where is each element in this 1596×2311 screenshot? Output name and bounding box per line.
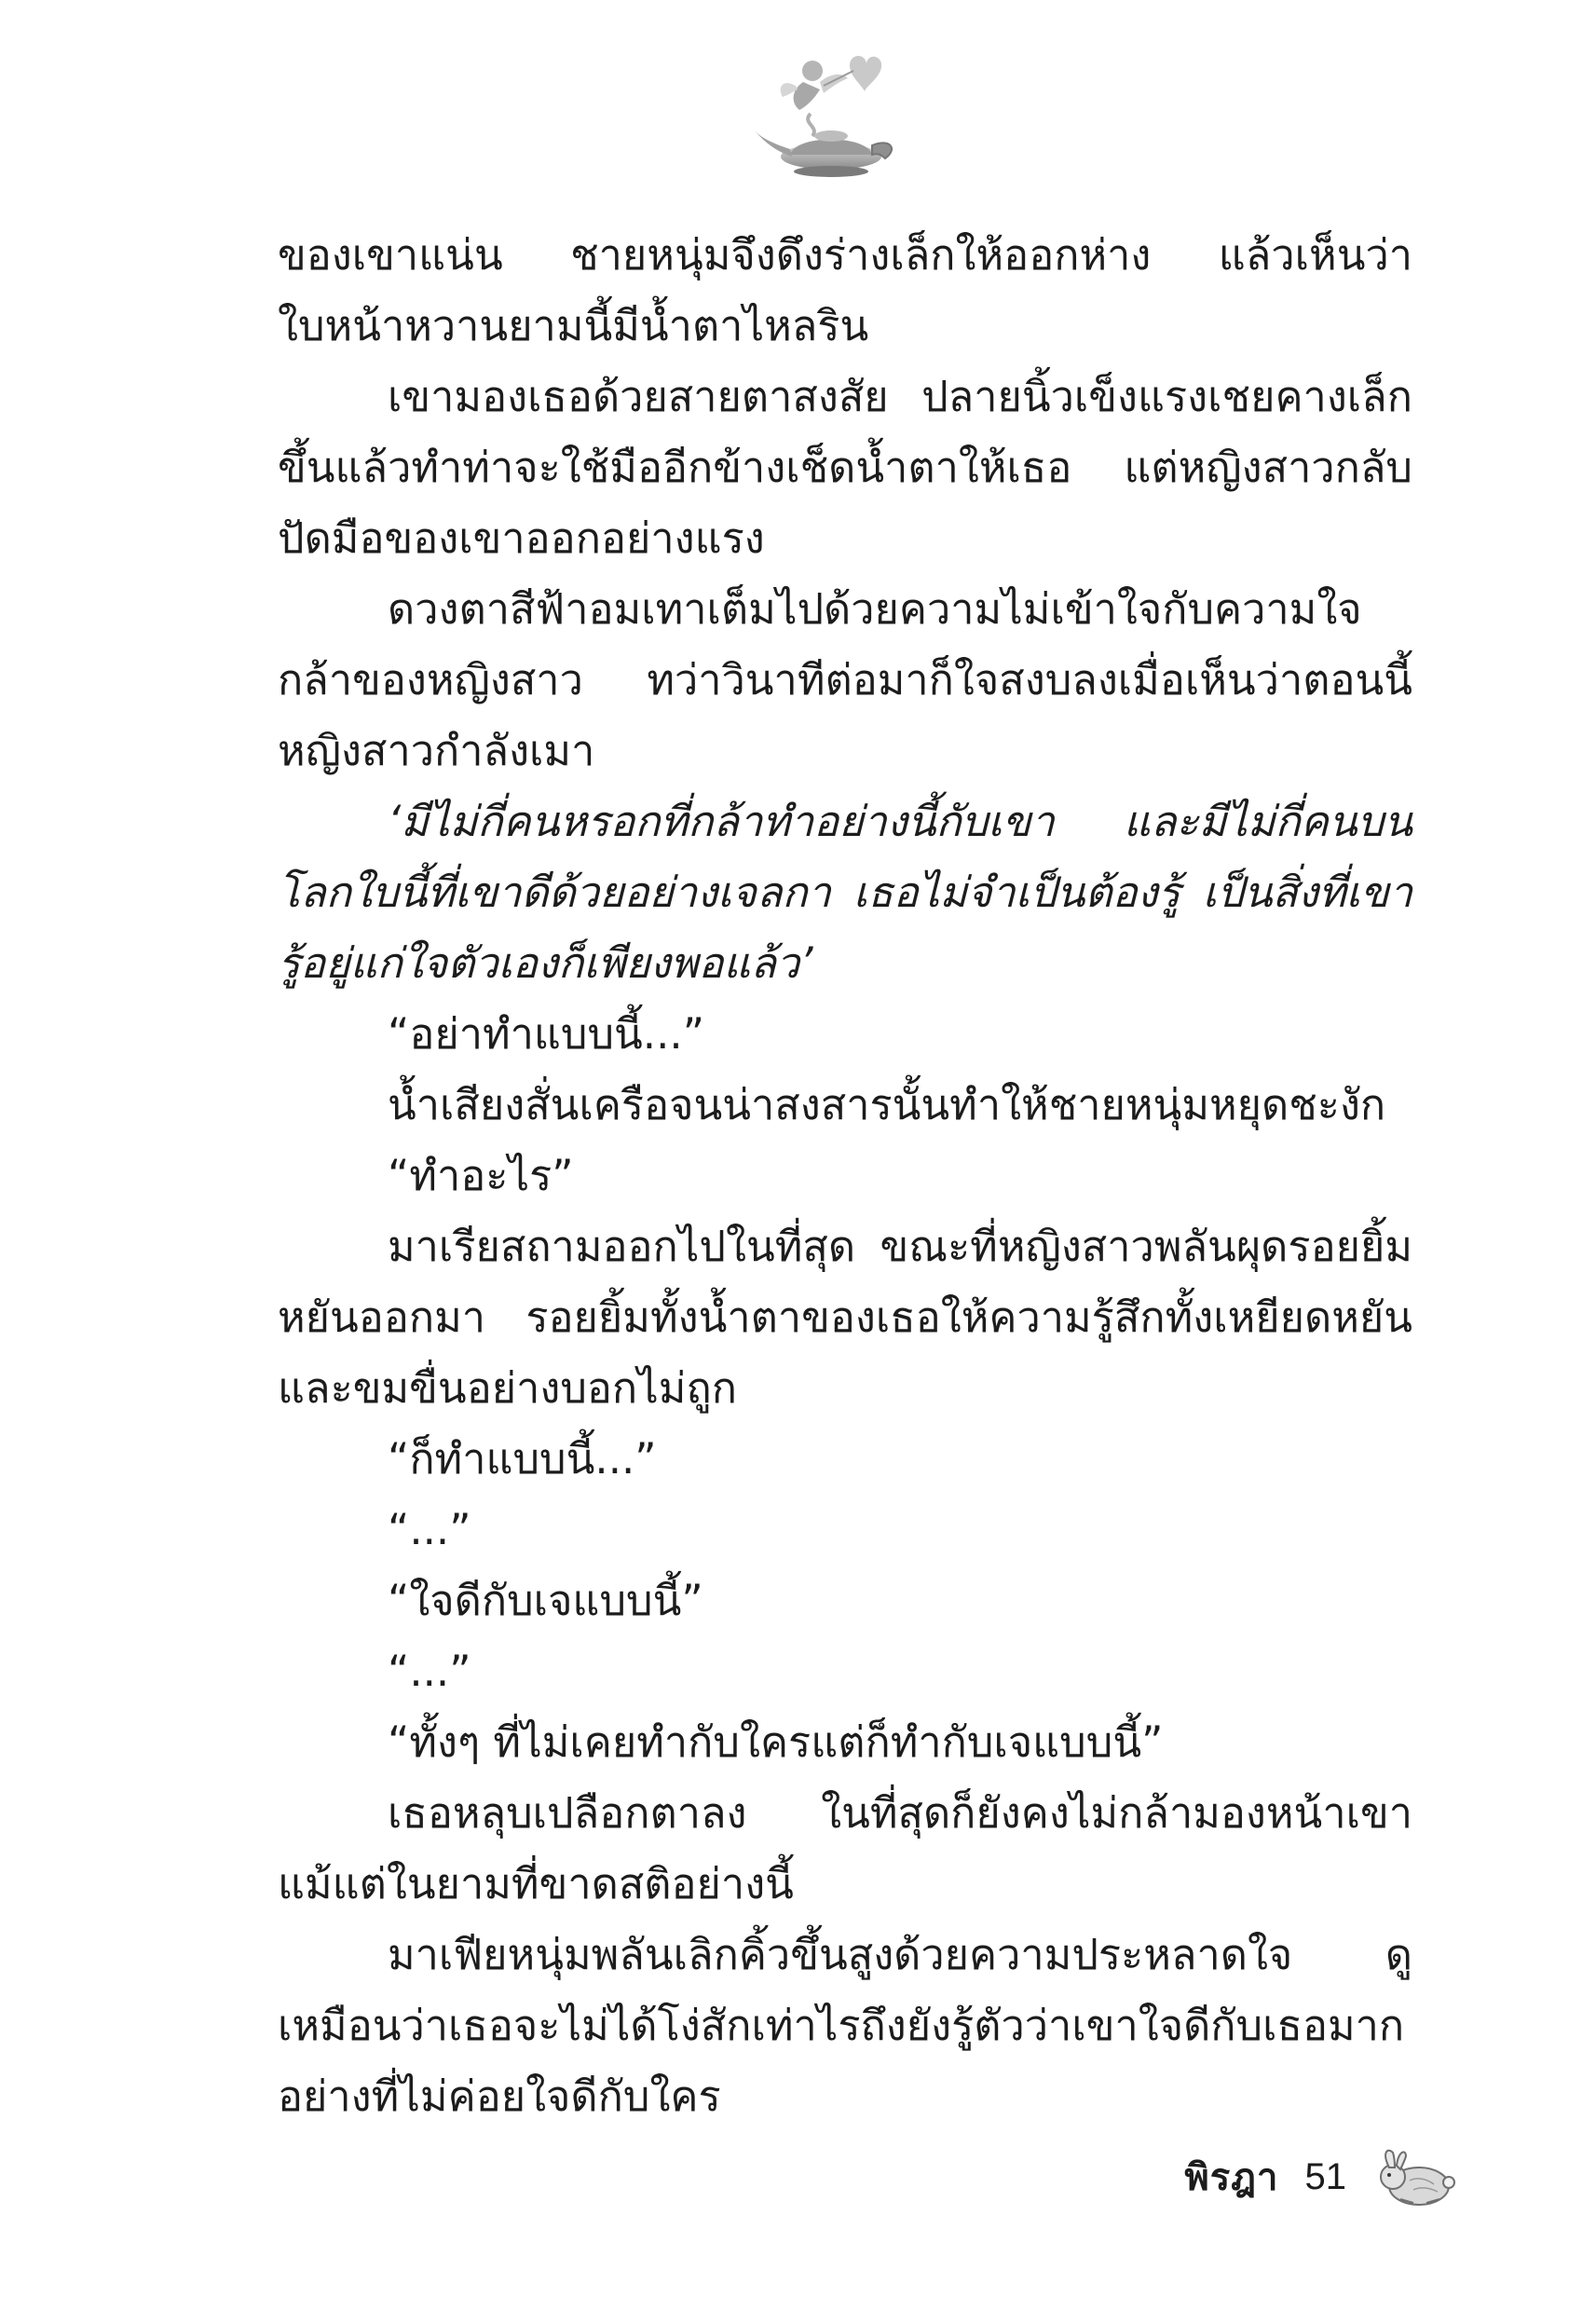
dialogue-line: “ก็ทำแบบนี้...” (388, 1434, 657, 1484)
dialogue-line: “ทั้งๆ ที่ไม่เคยทำกับใครแต่ก็ทำกับเจแบบนี้” (388, 1717, 1164, 1767)
paragraph: มาเฟียหนุ่มพลันเลิกคิ้วขึ้นสูงด้วยความประหลาดใจ ดูเหมือนว่าเธอจะไม่ได้โง่สักเท่าไรถึงยังรู้ตัวว่าเขาใจดีกับเธอมากอย่างที่ไม่ค่อยใจดีกับใคร (278, 1930, 1412, 2121)
paragraph: เขามองเธอด้วยสายตาสงสัย ปลายนิ้วเข็งแรงเชยคางเล็กขึ้นแล้วทำท่าจะใช้มืออีกข้างเช็ดน้ำตาให้เธอ แต่หญิงสาวกลับปัดมือของเขาออกอย่างแรง (278, 372, 1412, 563)
paragraph: ดวงตาสีฟ้าอมเทาเต็มไปด้วยความไม่เข้าใจกับความใจกล้าของหญิงสาว ทว่าวินาทีต่อมาก็ใจสงบลงเมื่อเห็นว่าตอนนี้หญิงสาวกำลังเมา (278, 584, 1412, 775)
paragraph: มาเรียสถามออกไปในที่สุด ขณะที่หญิงสาวพลันผุดรอยยิ้มหยันออกมา รอยยิ้มทั้งน้ำตาของเธอให้ความรู้สึกทั้งเหยียดหยันและขมขื่นอย่างบอกไม่ถูก (278, 1222, 1412, 1413)
rabbit-icon (1372, 2143, 1458, 2210)
italic-thought-paragraph: ‘มีไม่กี่คนหรอกที่กล้าทำอย่างนี้กับเขา และมีไม่กี่คนบนโลกใบนี้ที่เขาดีด้วยอย่างเจลกา เธอไม่จำเป็นต้องรู้ เป็นสิ่งที่เขารู้อยู่แก่ใจตัวเองก็เพียงพอแล้ว’ (278, 797, 1412, 988)
dialogue-line: “...” (388, 1647, 471, 1696)
page-number: 51 (1304, 2155, 1346, 2197)
teapot-angel-ornament-icon (745, 45, 913, 185)
paragraph: เธอหลุบเปลือกตาลง ในที่สุดก็ยังคงไม่กล้ามองหน้าเขา แม้แต่ในยามที่ขาดสติอย่างนี้ (278, 1788, 1412, 1908)
paragraph: น้ำเสียงสั่นเครือจนน่าสงสารนั้นทำให้ชายหนุ่มหยุดชะงัก (388, 1080, 1386, 1129)
page-footer (1184, 2140, 1458, 2214)
dialogue-line: “อย่าทำแบบนี้...” (388, 1009, 705, 1059)
author-name: พิรฎา (1184, 2156, 1279, 2199)
dialogue-line: “ทำอะไร” (388, 1151, 574, 1200)
dialogue-line: “...” (388, 1505, 471, 1554)
paragraph: ของเขาแน่น ชายหนุ่มจึงดึงร่างเล็กให้ออกห่าง แล้วเห็นว่าใบหน้าหวานยามนี้มีน้ำตาไหลริน (278, 230, 1412, 350)
body-text (278, 220, 1412, 2132)
dialogue-line: “ใจดีกับเจแบบนี้” (388, 1576, 703, 1625)
